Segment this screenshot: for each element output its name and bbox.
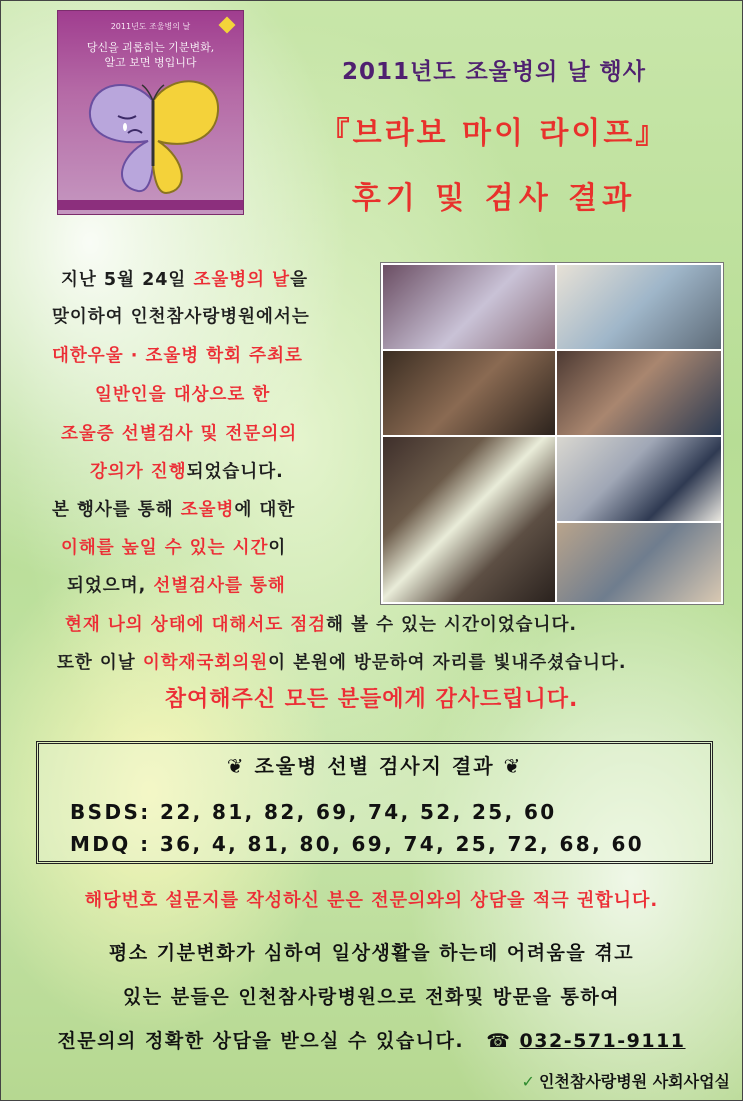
body-line-10: 현재 나의 상태에 대해서도 점검해 볼 수 있는 시간이었습니다. [65,615,578,635]
footer-line-2: 있는 분들은 인천참사랑병원으로 전화및 방문을 통하여 [122,986,621,1008]
body-line-8: 이해를 높일 수 있는 시간이 [61,538,287,558]
body-line-3: 대한우울 · 조울병 학회 주최로 [52,346,303,366]
poster-line-1: 당신을 괴롭히는 기분변화, [86,41,215,54]
poster-line-2: 알고 보면 병입니다 [104,56,197,69]
body-line-6: 강의가 진행되었습니다. [90,462,284,482]
body-line-4: 일반인을 대상으로 한 [95,385,271,405]
butterfly-icon [78,71,228,206]
phone-number [486,1030,685,1052]
body-line-1: 지난 5월 24일 조울병의 날을 [61,270,308,290]
event-photo-1 [383,265,555,349]
event-photo-6 [557,437,721,521]
body-line-2: 맞이하여 인천참사랑병원에서는 [52,307,310,327]
event-photo-7 [557,523,721,602]
poster-footer-bar [58,200,243,210]
consultation-advice: 해당번호 설문지를 작성하신 분은 전문의와의 상담을 적극 권합니다. [84,890,659,911]
event-photo-3 [383,351,555,435]
body-line-5: 조울증 선별검사 및 전문의의 [61,424,298,444]
mdq-results: MDQ : 36, 4, 81, 80, 69, 74, 25, 72, 68, 60 [70,832,645,856]
body-line-11: 또한 이날 이학재국회의원이 본원에 방문하여 자리를 빛내주셨습니다. [57,653,627,673]
event-photo-4 [557,351,721,435]
event-poster-image [58,11,243,214]
thanks-message: 참여해주신 모든 분들에게 감사드립니다. [164,687,579,712]
phone-number-text[interactable]: 032-571-9111 [519,1030,686,1052]
body-line-7: 본 행사를 통해 조울병에 대한 [52,500,296,520]
title-line-2: 『브라보 마이 라이프』 [319,116,669,151]
body-line-9: 되었으며, 선별검사를 통해 [67,576,286,596]
title-line-1: 2011년도 조울병의 날 행사 [342,59,646,85]
footer-line-3: 전문의의 정확한 상담을 받으실 수 있습니다. ☎ 032-571-9111 [57,1030,686,1052]
event-photo-collage [381,263,723,604]
poster-top-label: 2011년도 조울병의 날 [110,22,191,31]
checkmark-icon: ✓ [521,1072,535,1091]
bsds-results: BSDS: 22, 81, 82, 69, 74, 52, 25, 60 [70,800,557,824]
signature: ✓ 인천참사랑병원 사회사업실 [521,1072,730,1091]
screening-results-box [36,741,713,864]
footer-line-1: 평소 기분변화가 심하여 일상생활을 하는데 어려움을 겪고 [108,942,635,964]
title-line-3: 후기 및 검사 결과 [351,181,637,216]
event-photo-2 [557,265,721,349]
phone-icon: ☎ [486,1030,512,1052]
results-title: ❦ 조울병 선별 검사지 결과 ❦ [226,754,523,778]
event-photo-5 [383,437,555,602]
